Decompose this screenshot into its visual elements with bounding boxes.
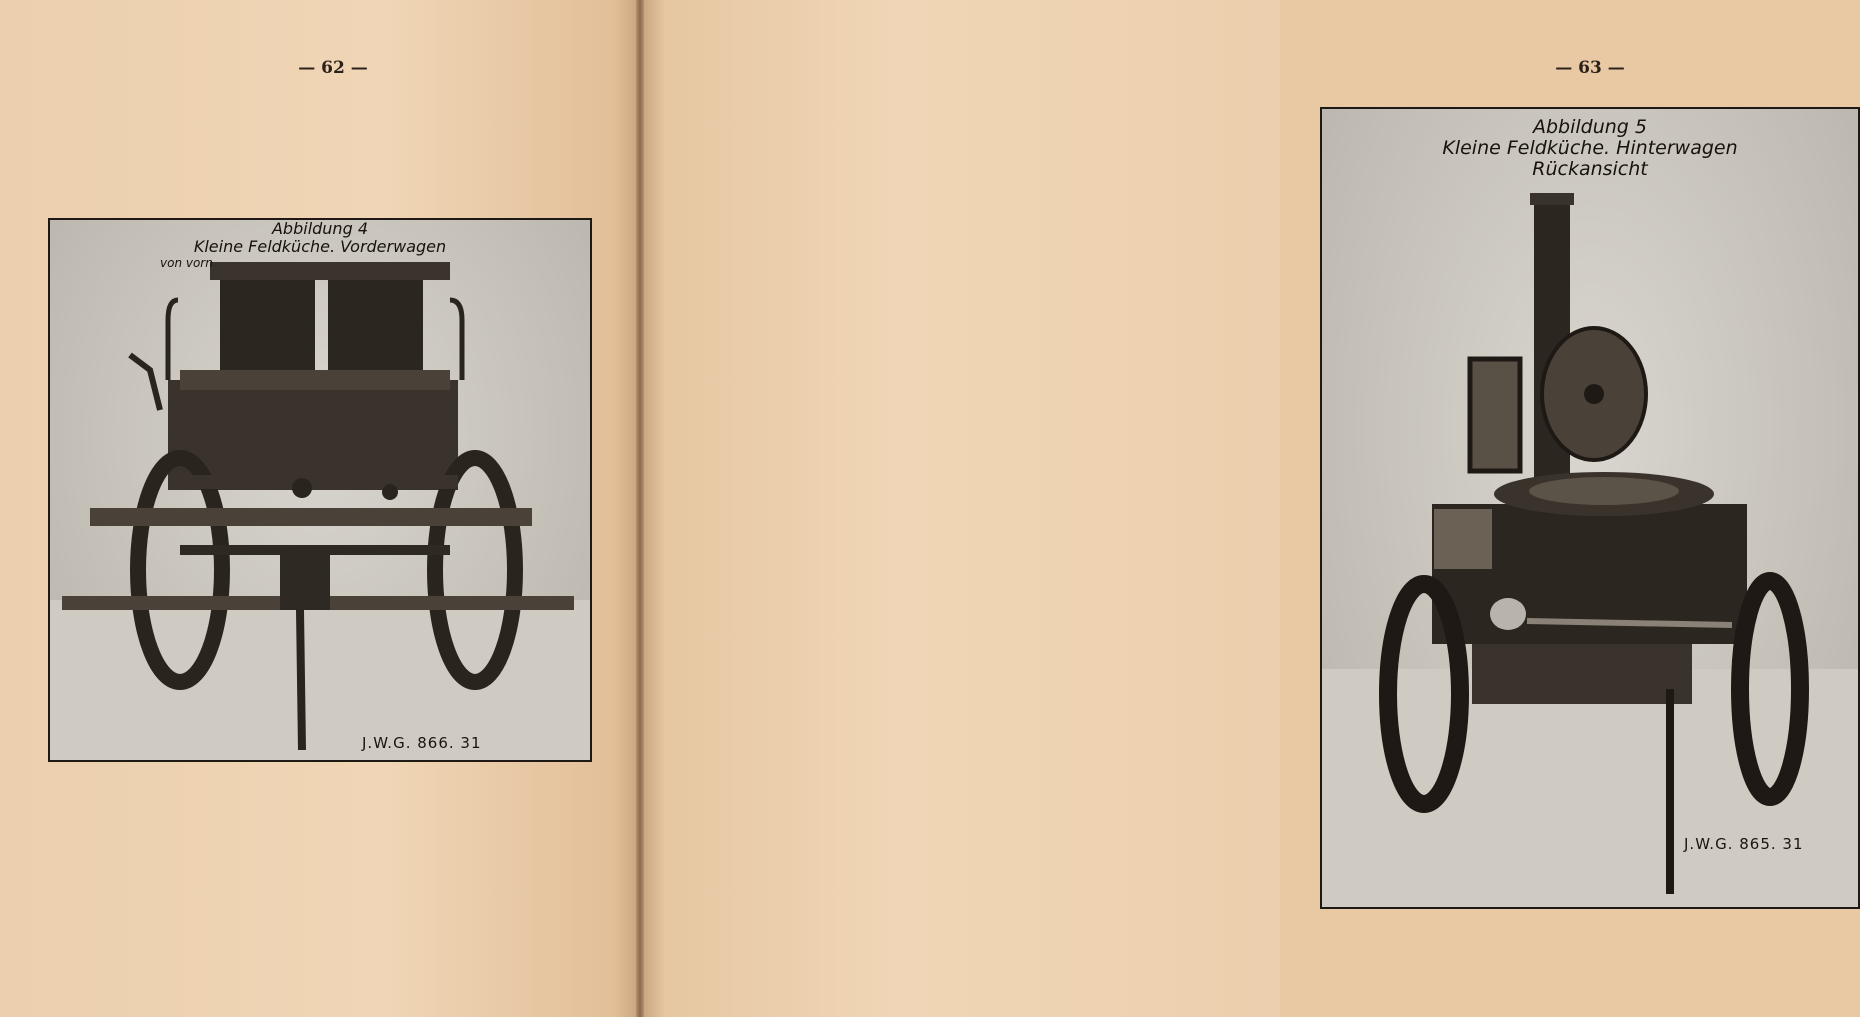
page-number-right: — 63 — — [1555, 58, 1625, 78]
figure-4-plate — [48, 218, 592, 762]
figure-5-stamp: J.W.G. 865. 31 — [1684, 835, 1804, 853]
field-kitchen-front-cart-photo — [50, 220, 590, 760]
figure-4-caption — [50, 220, 590, 255]
figure-5-view: Rückansicht — [1532, 157, 1648, 180]
book-gutter — [636, 0, 644, 1017]
figure-4-stamp: J.W.G. 866. 31 — [362, 734, 482, 752]
page-number-left: — 62 — — [298, 58, 368, 78]
figure-4-title: Abbildung 4 — [271, 219, 368, 238]
figure-5-caption — [1322, 117, 1858, 180]
left-page — [0, 0, 640, 1017]
figure-5-title: Abbildung 5 — [1532, 116, 1647, 138]
right-page — [640, 0, 1804, 1017]
figure-5-subtitle: Kleine Feldküche. Hinterwagen — [1442, 136, 1738, 159]
figure-4-subtitle: Kleine Feldküche. Vorderwagen — [193, 236, 447, 256]
figure-5-plate — [1320, 107, 1860, 909]
figure-4-view: von vorn — [160, 256, 213, 270]
field-kitchen-rear-cart-photo — [1322, 109, 1858, 907]
